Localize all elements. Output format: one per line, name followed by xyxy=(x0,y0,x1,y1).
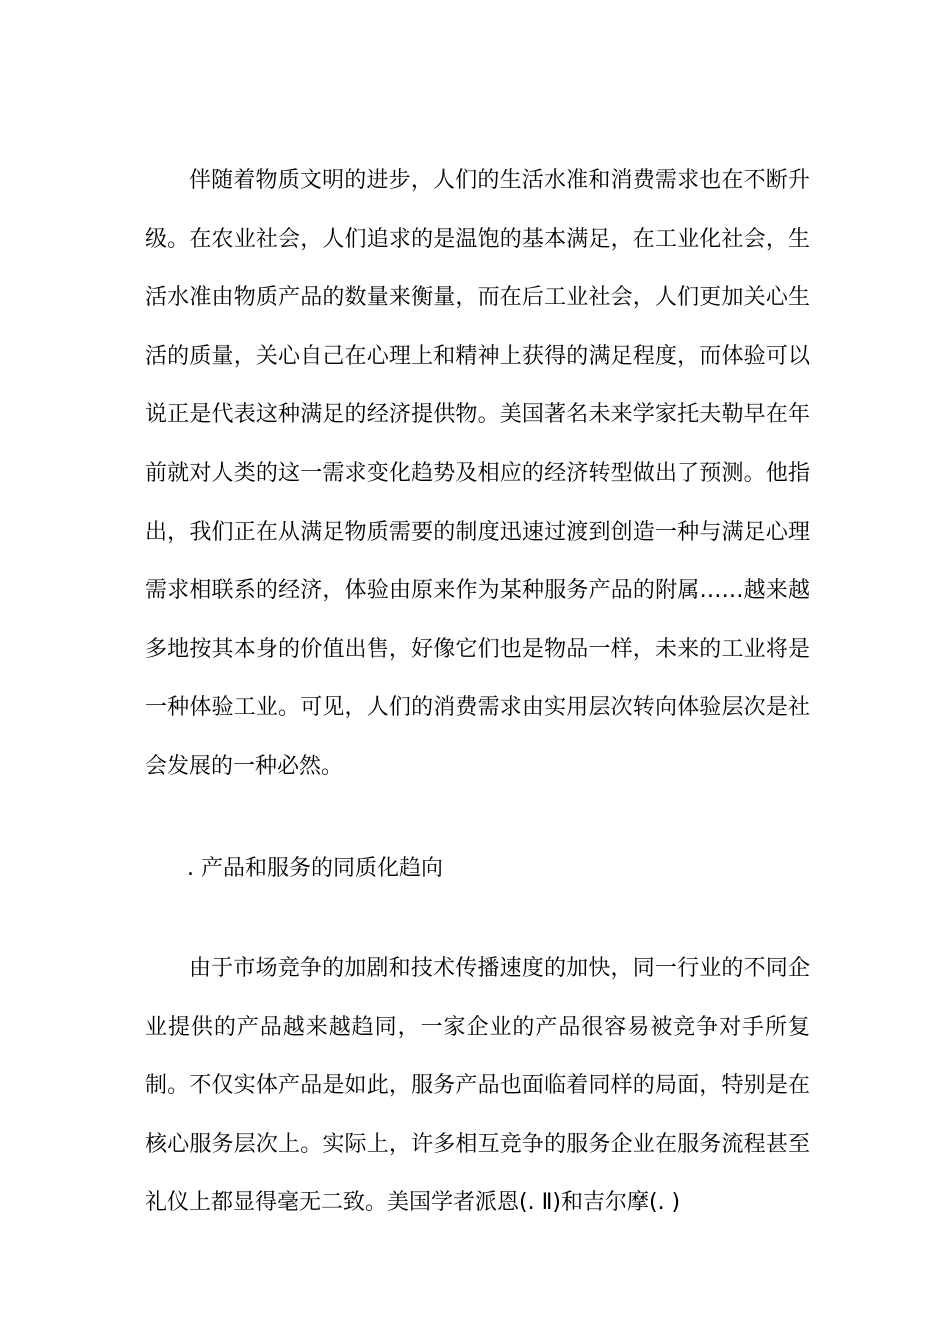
body-paragraph-experience-economy: 伴随着物质文明的进步，人们的生活水准和消费需求也在不断升级。在农业社会，人们追求的是温饱的基本满足，在工业化社会，生活水准由物质产品的数量来衡量，而在后工业社会，人们更加关心生活的质量，关心自己在心理上和精神上获得的满足程度，而体验可以说正是代表这种满足的经济提供物。美国著名未来学家托夫勒早在年前就对人类的这一需求变化趋势及相应的经济转型做出了预测。他指出，我们正在从满足物质需要的制度迅速过渡到创造一种与满足心理需求相联系的经济，体验由原来作为某种服务产品的附属……越来越多地按其本身的价值出售，好像它们也是物品一样，未来的工业将是一种体验工业。可见，人们的消费需求由实用层次转向体验层次是社会发展的一种必然。 xyxy=(145,168,810,779)
body-paragraph-homogenization: 由于市场竞争的加剧和技术传播速度的加快，同一行业的不同企业提供的产品越来越趋同，一家企业的产品很容易被竞争对手所复制。不仅实体产品是如此，服务产品也面临着同样的局面，特别是在核心服务层次上。实际上，许多相互竞争的服务企业在服务流程甚至礼仪上都显得毫无二致。美国学者派恩(. Ⅱ)和吉尔摩(. ) xyxy=(145,956,810,1216)
section-heading-homogenization: . 产品和服务的同质化趋向 xyxy=(187,856,443,881)
